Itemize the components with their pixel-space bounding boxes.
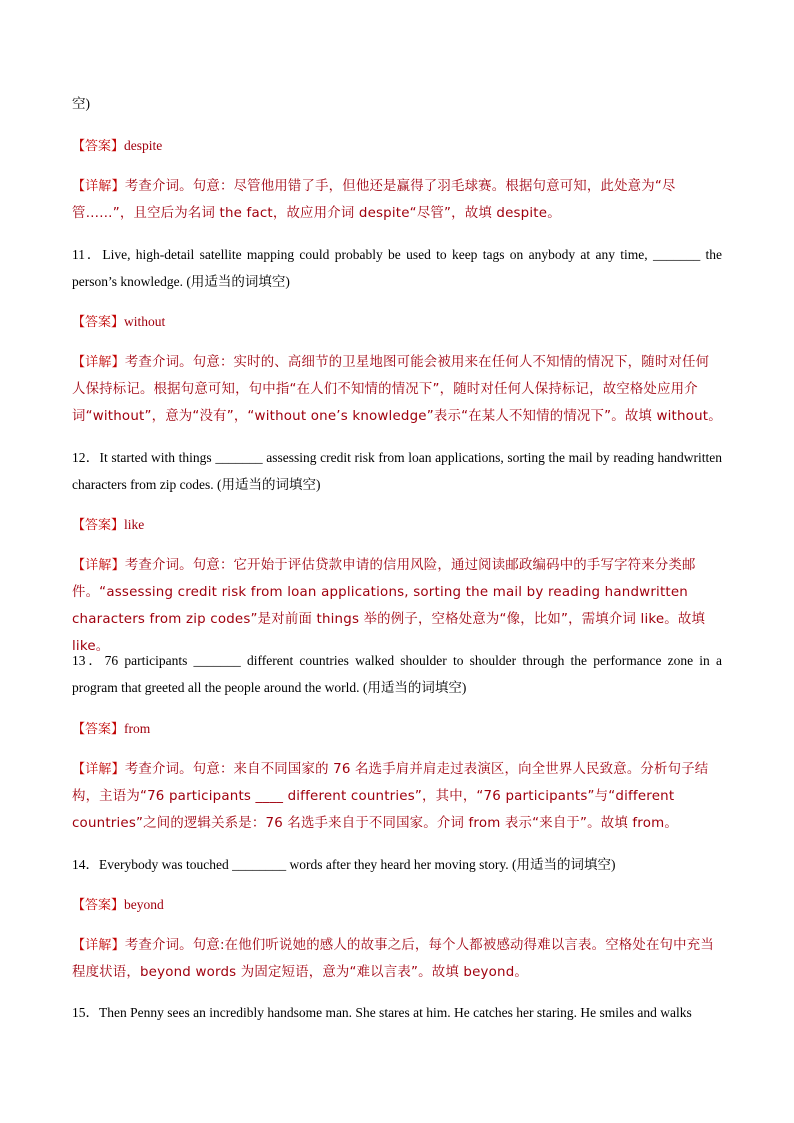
question-item: 14．Everybody was touched ________ words after they heard her moving story. (用适当的词填空) <box>72 857 616 872</box>
question-item: 11．Live, high-detail satellite mapping could probably be used to keep tags on anybody at any time, _______ the person’s knowledge. (用适当的词填空) <box>72 247 722 289</box>
question-item: 15．Then Penny sees an incredibly handsome man. She stares at him. He catches her staring. He smiles and walks <box>72 1005 692 1020</box>
answer-line: 【答案】beyond <box>72 897 164 913</box>
answer-line: 【答案】without <box>72 314 166 330</box>
question-item: 12．It started with things _______ assessing credit risk from loan applications, sorting the mail by reading handwritten characters from zip codes. (用适当的词填空) <box>72 450 722 492</box>
detail-block: 【详解】考查介词。句意：尽管他用错了手，但他还是赢得了羽毛球赛。根据句意可知，此处意为“尽管……”，且空后为名词 the fact，故应用介词 despite“尽管”，故填 despite。 <box>72 179 676 221</box>
question-fragment: 空) <box>72 96 90 111</box>
detail-block: 【详解】考查介词。句意：它开始于评估贷款申请的信用风险，通过阅读邮政编码中的手写字符来分类邮件。“assessing credit risk from loan applications, sorting the mail by reading handwritten characters from zip codes”是对前面 things 举的例子，空格处意为“像，比如”，需填介词 like。故填 like。 <box>72 558 706 654</box>
detail-block: 【详解】考查介词。句意：来自不同国家的 76 名选手肩并肩走过表演区，向全世界人民致意。分析句子结构，主语为“76 participants ____ different countries”，其中，“76 participants”与“different countries”之间的逻辑关系是：76 名选手来自于不同国家。介词 from 表示“来自于”。故填 from。 <box>72 762 709 831</box>
detail-block: 【详解】考查介词。句意：实时的、高细节的卫星地图可能会被用来在任何人不知情的情况下，随时对任何人保持标记。根据句意可知，句中指“在人们不知情的情况下”，随时对任何人保持标记，故空格处应用介词“without”，意为“没有”，“without one’s knowledge”表示“在某人不知情的情况下”。故填 without。 <box>72 355 722 424</box>
question-item: 13．76 participants _______ different countries walked shoulder to shoulder through the performance zone in a program that greeted all the people around the world. (用适当的词填空) <box>72 653 722 695</box>
answer-line: 【答案】from <box>72 721 151 737</box>
answer-line: 【答案】like <box>72 517 145 533</box>
answer-line: 【答案】despite <box>72 138 163 154</box>
detail-block: 【详解】考查介词。句意:在他们听说她的感人的故事之后，每个人都被感动得难以言表。空格处在句中充当程度状语，beyond words 为固定短语，意为“难以言表”。故填 beyond。 <box>72 938 714 980</box>
